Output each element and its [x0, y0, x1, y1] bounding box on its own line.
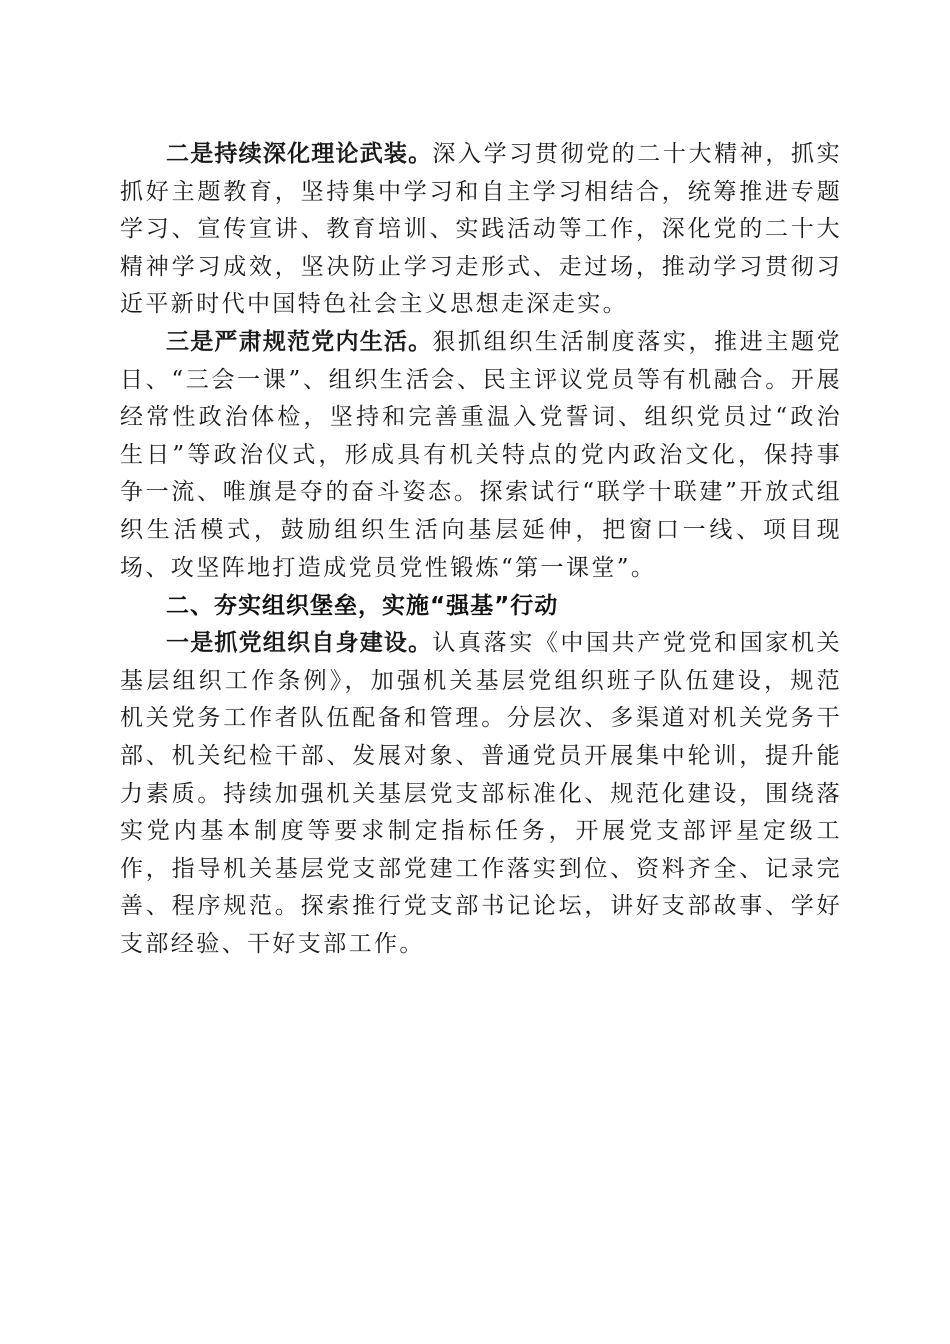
paragraph-lead: 三是严肃规范党内生活。 — [166, 328, 433, 355]
paragraph-text: 深入学习贯彻党的二十大精神，抓实抓好主题教育，坚持集中学习和自主学习相结合，统筹推进专题学习、宣传宣讲、教育培训、实践活动等工作，深化党的二十大精神学习成效，坚决防止学习走形式、走过场，推动学习贯彻习近平新时代中国特色社会主义思想走深走实。 — [120, 141, 843, 318]
paragraph-party-life — [120, 324, 842, 587]
paragraph-lead: 二是持续深化理论武装。 — [166, 141, 433, 167]
paragraph-lead: 一是抓党组织自身建设。 — [166, 630, 433, 657]
paragraph-organization-building — [120, 625, 842, 963]
paragraph-text: 认真落实《中国共产党党和国家机关基层组织工作条例》，加强机关基层党组织班子队伍建设，规范机关党务工作者队伍配备和管理。分层次、多渠道对机关党务干部、机关纪检干部、发展对象、普通党员开展集中轮训，提升能力素质。持续加强机关基层党支部标准化、规范化建设，围绕落实党内基本制度等要求制定指标任务，开展党支部评星定级工作，指导机关基层党支部党建工作落实到位、资料齐全、记录完善、程序规范。探索推行党支部书记论坛，讲好支部故事、学好支部经验、干好支部工作。 — [120, 630, 843, 957]
section-heading: 二、夯实组织堡垒，实施“强基”行动 — [166, 593, 559, 620]
paragraph-text: 狠抓组织生活制度落实，推进主题党日、“三会一课”、组织生活会、民主评议党员等有机融合。开展经常性政治体检，坚持和完善重温入党誓词、组织党员过“政治生日”等政治仪式，形成具有机关特点的党内政治文化，保持事争一流、唯旗是夺的奋斗姿态。探索试行“联学十联建”开放式组织生活模式，鼓励组织生活向基层延伸，把窗口一线、项目现场、攻坚阵地打造成党员党性锻炼“第一课堂”。 — [120, 328, 843, 581]
document-body — [120, 136, 842, 963]
paragraph-theory-study — [120, 136, 842, 324]
